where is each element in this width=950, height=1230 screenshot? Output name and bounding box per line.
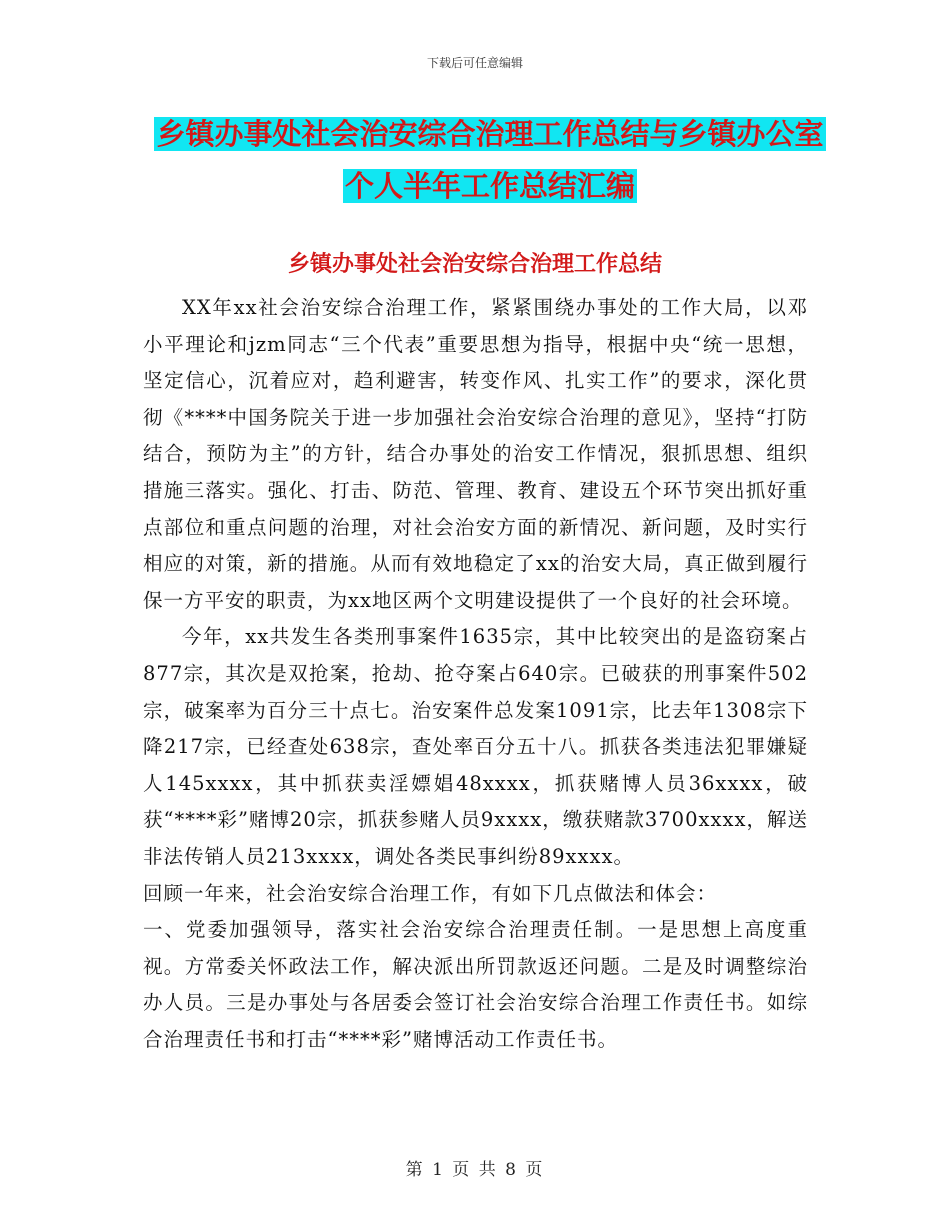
paragraph-review: 回顾一年来，社会治安综合治理工作，有如下几点做法和体会： <box>143 881 718 905</box>
paragraph-point-one: 一、党委加强领导，落实社会治安综合治理责任制。一是思想上高度重视。方常委关怀政法工作，解决派出所罚款返还问题。二是及时调整综治办人员。三是办事处与各居委会签订社会治安综合治理工作责任书。如综合治理责任书和打击“****彩”赌博活动工作责任书。 <box>143 918 808 1051</box>
document-body <box>143 290 808 1058</box>
header-note: 下载后可任意编辑 <box>426 56 523 70</box>
document-title <box>140 108 840 212</box>
document-title-line-2: 个人半年工作总结汇编 <box>344 169 635 203</box>
page-footer: 第 1 页 共 8 页 <box>405 1160 545 1180</box>
paragraph-intro: XX年xx社会治安综合治理工作，紧紧围绕办事处的工作大局，以邓小平理论和jzm同志“三个代表”重要思想为指导，根据中央“统一思想，坚定信心，沉着应对，趋利避害，转变作风、扎实工作”的要求，深化贯彻《****中国务院关于进一步加强社会治安综合治理的意见》，坚持“打防结合，预防为主”的方针，结合办事处的治安工作情况，狠抓思想、组织措施三落实。强化、打击、防范、管理、教育、建设五个环节突出抓好重点部位和重点问题的治理，对社会治安方面的新情况、新问题，及时实行相应的对策，新的措施。从而有效地稳定了xx的治安大局，真正做到履行保一方平安的职责，为xx地区两个文明建设提供了一个良好的社会环境。 <box>143 296 808 612</box>
document-title-line-1: 乡镇办事处社会治安综合治理工作总结与乡镇办公室 <box>156 117 824 151</box>
section-title: 乡镇办事处社会治安综合治理工作总结 <box>287 252 662 277</box>
paragraph-statistics: 今年，xx共发生各类刑事案件1635宗，其中比较突出的是盗窃案占877宗，其次是双抢案，抢劫、抢夺案占640宗。已破获的刑事案件502宗，破案率为百分三十点七。治安案件总发案1091宗，比去年1308宗下降217宗，已经查处638宗，查处率百分五十八。抓获各类违法犯罪嫌疑人145xxxx，其中抓获卖淫嫖娼48xxxx，抓获赌博人员36xxxx，破获“****彩”赌博20宗，抓获参赌人员9xxxx，缴获赌款3700xxxx，解送非法传销人员213xxxx，调处各类民事纠纷89xxxx。 <box>143 625 808 868</box>
